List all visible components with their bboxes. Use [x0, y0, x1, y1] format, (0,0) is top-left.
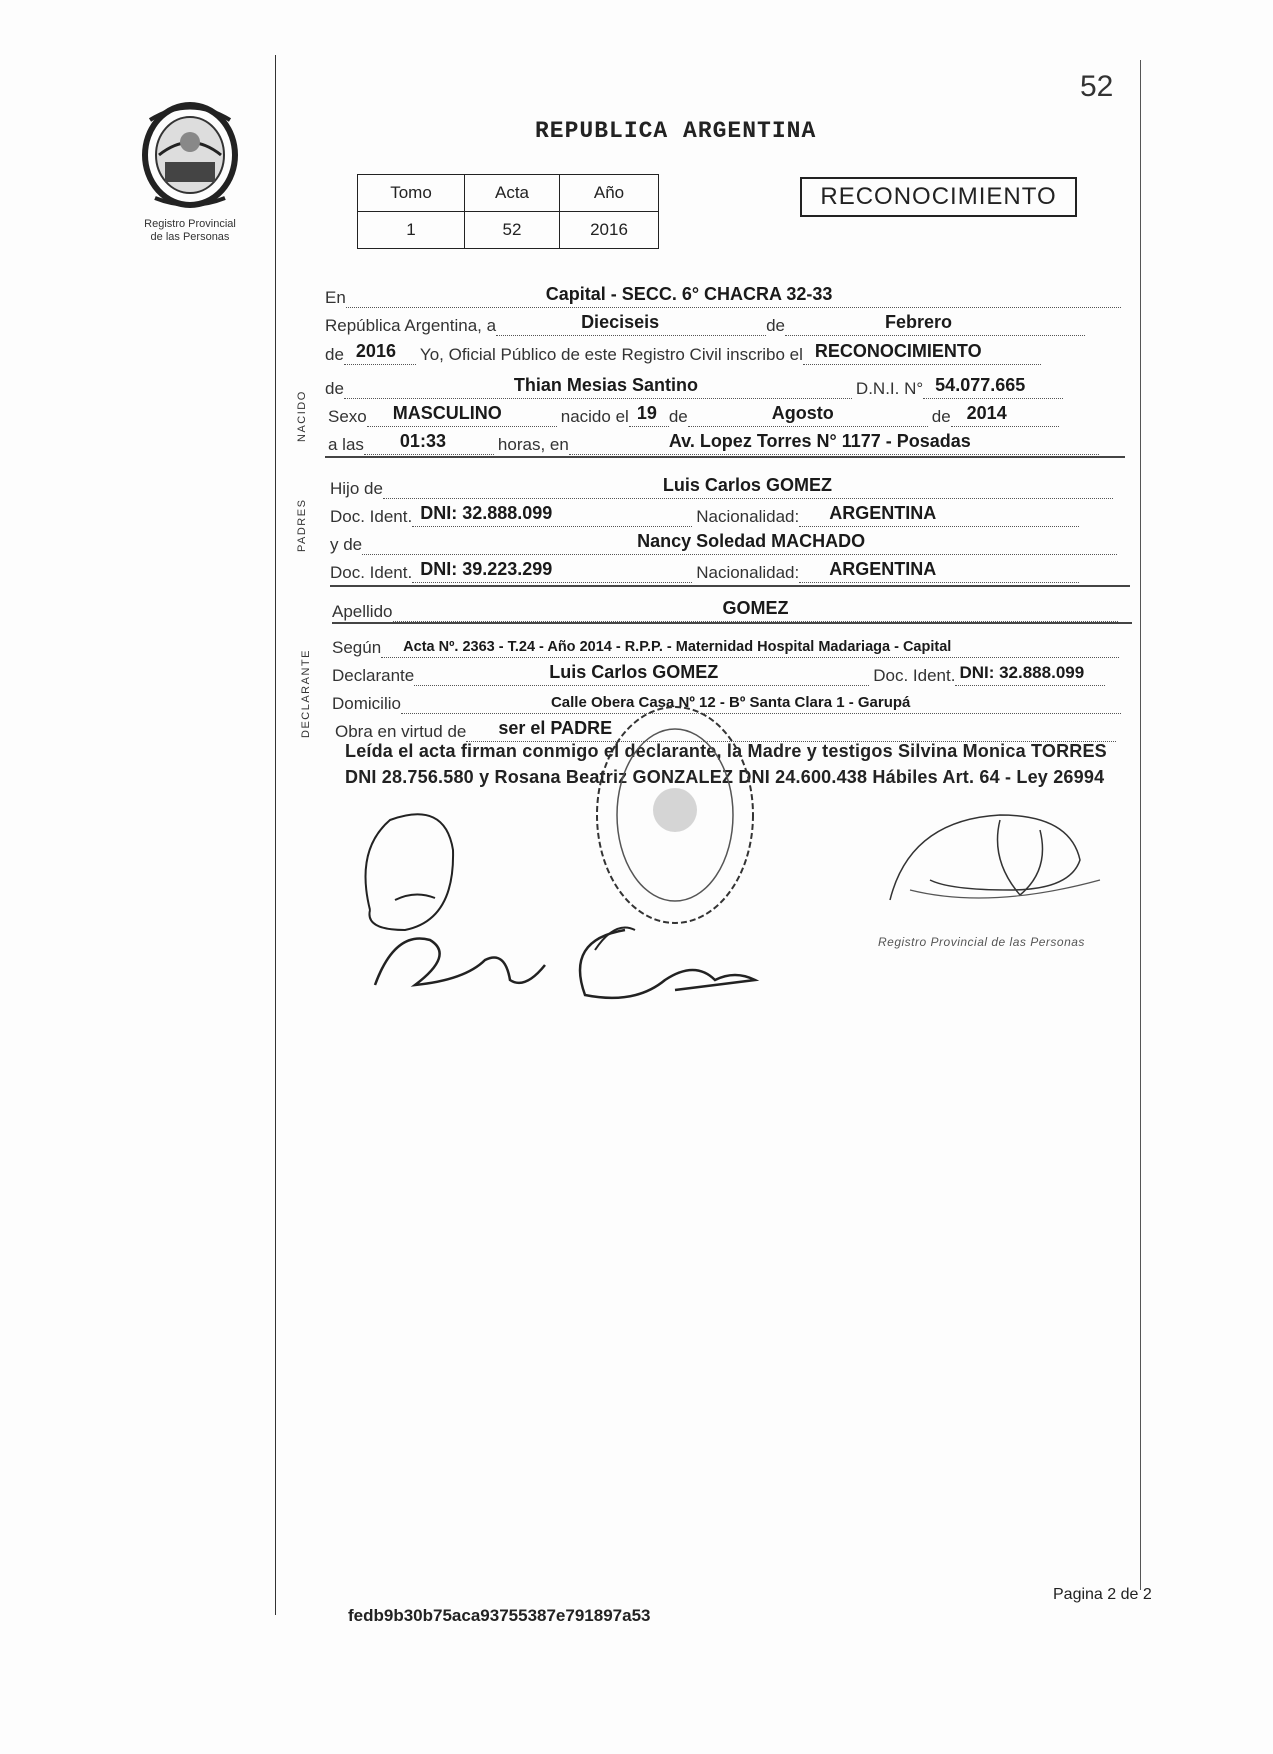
registry-table	[357, 174, 659, 249]
place-value: Capital - SECC. 6° CHACRA 32-33	[545, 284, 833, 304]
form-row-inscribe	[325, 341, 1041, 365]
record-type-box: RECONOCIMIENTO	[800, 177, 1077, 217]
de-label: de	[766, 316, 785, 335]
form-row-madre	[330, 531, 1117, 555]
declarante-value: Luis Carlos GOMEZ	[549, 662, 719, 682]
apellido-dots	[393, 598, 1118, 622]
en-label: En	[325, 288, 346, 307]
doc2-dots	[412, 559, 692, 583]
hora-value: 01:33	[399, 431, 446, 451]
form-row-declarante	[332, 662, 1105, 686]
month-value: Febrero	[884, 312, 953, 332]
doc3-value: DNI: 32.888.099	[959, 663, 1085, 682]
day-dots	[496, 312, 766, 336]
birth-year-dots	[951, 403, 1059, 427]
form-row-date	[325, 312, 1085, 336]
logo-caption	[120, 218, 260, 244]
sexo-value: MASCULINO	[392, 403, 502, 423]
logo-caption-line1: Registro Provincial	[144, 218, 236, 230]
section-divider-nacido	[325, 456, 1125, 458]
table-cell-tomo: 1	[358, 212, 465, 249]
nac1-value: ARGENTINA	[829, 503, 937, 523]
form-row-apellido	[332, 598, 1118, 622]
doc1-label: Doc. Ident.	[330, 507, 413, 526]
declarante-dots	[414, 662, 869, 686]
nac2-value: ARGENTINA	[829, 559, 937, 579]
apellido-label: Apellido	[332, 602, 393, 621]
year-dots	[344, 341, 416, 365]
segun-dots	[381, 639, 1119, 658]
act-value: RECONOCIMIENTO	[814, 341, 982, 361]
form-row-segun	[332, 634, 1119, 658]
pagination-label: Pagina 2 de 2	[1053, 1586, 1152, 1603]
year-value: 2016	[355, 341, 396, 361]
oficial-text: Yo, Oficial Público de este Registro Civil inscribo el	[419, 345, 803, 364]
padre-value: Luis Carlos GOMEZ	[662, 475, 832, 495]
domicilio-dots	[401, 695, 1121, 714]
form-row-sexo	[328, 403, 1059, 427]
dni-dots	[923, 375, 1063, 399]
de2-label: de	[668, 407, 688, 426]
table-cell-acta: 52	[465, 212, 560, 249]
sexo-dots	[367, 403, 557, 427]
stamp-caption: Registro Provincial de las Personas	[878, 935, 1085, 949]
apellido-value: GOMEZ	[722, 598, 789, 618]
birth-month-value: Agosto	[771, 403, 834, 423]
left-margin-line	[275, 55, 276, 1615]
birth-month-dots	[688, 403, 928, 427]
table-header-ano: Año	[560, 175, 659, 212]
horas-label: horas, en	[497, 435, 569, 454]
obra-label: Obra en virtud de	[335, 722, 467, 741]
birth-day-value: 19	[636, 403, 657, 423]
segun-label: Según	[332, 638, 382, 657]
act-dots	[803, 341, 1041, 365]
birth-day-dots	[629, 403, 669, 427]
table-cell-ano: 2016	[560, 212, 659, 249]
side-label-nacido: NACIDO	[296, 390, 308, 442]
dni-label: D.N.I. N°	[855, 379, 924, 398]
hora-dots	[364, 431, 494, 455]
form-row-doc1	[330, 503, 1079, 527]
logo-caption-line2: de las Personas	[150, 231, 230, 243]
section-divider-padres	[330, 585, 1130, 587]
form-row-nombre	[325, 375, 1063, 399]
doc1-value: DNI: 32.888.099	[420, 503, 553, 523]
alas-label: a las	[328, 435, 364, 454]
doc2-value: DNI: 39.223.299	[420, 559, 553, 579]
signature-right-icon	[870, 800, 1110, 950]
lugar-value: Av. Lopez Torres N° 1177 - Posadas	[668, 431, 971, 451]
hijo-label: Hijo de	[330, 479, 383, 498]
nac1-dots	[799, 503, 1079, 527]
form-row-doc2	[330, 559, 1079, 583]
dni-value: 54.077.665	[935, 375, 1026, 395]
nombre-dots	[344, 375, 852, 399]
page-title: REPUBLICA ARGENTINA	[535, 118, 817, 144]
birth-year-value: 2014	[966, 403, 1007, 423]
obra-value: ser el PADRE	[498, 718, 613, 738]
table-header-tomo: Tomo	[358, 175, 465, 212]
declarante-label: Declarante	[332, 666, 415, 685]
form-row-padre	[330, 475, 1113, 499]
segun-value: Acta Nº. 2363 - T.24 - Año 2014 - R.P.P. - Maternidad Hospital Madariaga - Capital	[403, 639, 952, 655]
padre-dots	[383, 475, 1113, 499]
madre-dots	[362, 531, 1117, 555]
year-prefix-label: de	[325, 345, 344, 364]
right-margin-line	[1140, 60, 1141, 1590]
signature-left-icon	[335, 780, 795, 1020]
side-label-declarante: DECLARANTE	[300, 649, 312, 738]
table-header-acta: Acta	[465, 175, 560, 212]
nac2-dots	[799, 559, 1079, 583]
sexo-label: Sexo	[328, 407, 367, 426]
domicilio-value: Calle Obera Casa Nº 12 - Bº Santa Clara 1 - Garupá	[550, 694, 911, 711]
domicilio-label: Domicilio	[332, 694, 401, 713]
nac2-label: Nacionalidad:	[696, 563, 800, 582]
madre-value: Nancy Soledad MACHADO	[637, 531, 866, 551]
yde-label: y de	[330, 535, 363, 554]
observations-text: Leída el acta firman conmigo el declarante, la Madre y testigos Silvina Monica TORRES DNI 28.756.580 y Rosana Beatriz GONZALEZ DNI 24.600.438 Hábiles Art. 64 - Ley 26994	[345, 741, 1107, 787]
day-value: Dieciseis	[581, 312, 660, 332]
de-nombre-label: de	[325, 379, 344, 398]
form-row-hora	[328, 431, 1099, 455]
de3-label: de	[931, 407, 951, 426]
side-label-padres: PADRES	[296, 498, 308, 552]
provincial-coat-of-arms-icon	[135, 100, 245, 210]
month-dots	[785, 312, 1085, 336]
doc1-dots	[412, 503, 692, 527]
nacido-label: nacido el	[560, 407, 629, 426]
en-dots	[346, 284, 1121, 308]
section-divider-apellido	[332, 622, 1132, 624]
document-hash: fedb9b30b75aca93755387e791897a53	[348, 1606, 651, 1625]
doc3-dots	[955, 663, 1105, 686]
form-row-en	[325, 284, 1121, 308]
nac1-label: Nacionalidad:	[696, 507, 800, 526]
lugar-dots	[569, 431, 1099, 455]
nombre-value: Thian Mesias Santino	[513, 375, 698, 395]
republica-label: República Argentina, a	[325, 316, 497, 335]
doc3-label: Doc. Ident.	[873, 666, 956, 685]
page-number: 52	[1080, 70, 1114, 103]
doc2-label: Doc. Ident.	[330, 563, 413, 582]
